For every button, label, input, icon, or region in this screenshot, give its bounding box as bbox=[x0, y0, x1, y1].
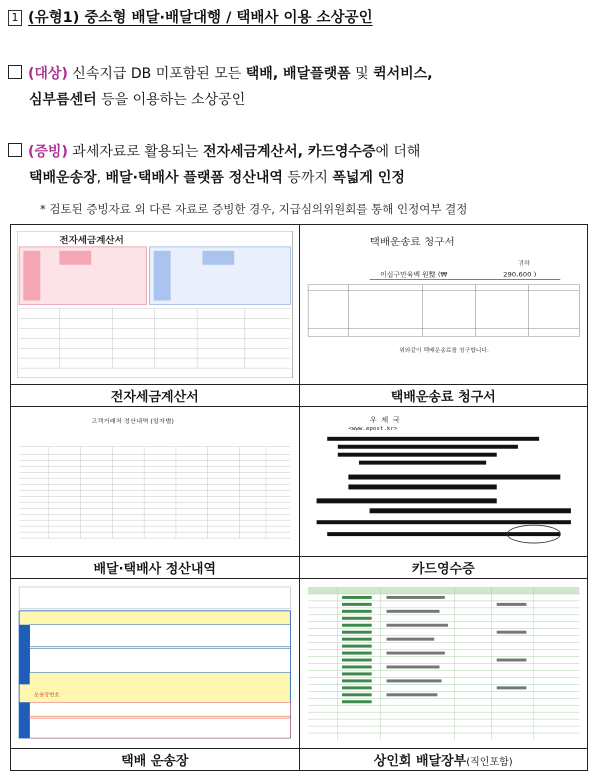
bold-text: 심부름센터 bbox=[29, 92, 97, 108]
target-tag: (대상) bbox=[28, 66, 68, 82]
checkbox-icon bbox=[8, 65, 22, 79]
target-paragraph bbox=[8, 61, 588, 113]
caption-settlement: 배달·택배사 정산내역 bbox=[11, 557, 300, 579]
waybill-thumbnail bbox=[17, 585, 293, 742]
text: 에 더해 bbox=[375, 144, 421, 160]
waybill-image bbox=[11, 579, 300, 749]
caption-card-receipt: 카드영수증 bbox=[299, 557, 588, 579]
settlement-image bbox=[11, 407, 300, 557]
bold-text: 배달·택배사 플랫폼 정산내역 bbox=[105, 170, 283, 186]
settlement-title: 고객거래처 정산내역 (일자별) bbox=[91, 418, 174, 425]
caption-waybill: 택배 운송장 bbox=[11, 749, 300, 771]
text: , bbox=[427, 66, 433, 82]
bold-text: 배달플랫폼 bbox=[283, 66, 351, 82]
section-number: 1 bbox=[8, 10, 22, 26]
caption-ledger bbox=[299, 749, 588, 771]
bold-text: 카드영수증 bbox=[307, 144, 376, 160]
text: , bbox=[272, 66, 284, 82]
freight-bill-thumbnail bbox=[306, 231, 582, 378]
text: 등까지 bbox=[282, 170, 333, 186]
card-receipt-thumbnail bbox=[306, 413, 582, 550]
bill-amount-label: 이십구만육백 원整 (₩ bbox=[379, 270, 447, 279]
evidence-tag: (증빙) bbox=[28, 144, 68, 160]
text: , bbox=[297, 144, 308, 160]
bill-footer: 위와같이 택배운송료를 청구합니다. bbox=[398, 348, 489, 355]
ledger-thumbnail bbox=[306, 585, 582, 742]
card-receipt-image bbox=[299, 407, 588, 557]
text: 과세자료로 활용되는 bbox=[67, 144, 203, 160]
caption-freight-bill: 택배운송료 청구서 bbox=[299, 385, 588, 407]
bold-text: 택배 bbox=[245, 66, 273, 82]
bold-text: 퀵서비스 bbox=[373, 66, 428, 82]
receipt-url: <www.epost.kr> bbox=[347, 426, 397, 432]
tax-invoice-image bbox=[11, 225, 300, 385]
bill-title: 택배운송료 청구서 bbox=[369, 236, 455, 248]
caption-tax-invoice: 전자세금계산서 bbox=[11, 385, 300, 407]
text: 신속지급 DB 미포함된 모든 bbox=[67, 66, 246, 82]
bill-recipient: 귀하 bbox=[517, 259, 530, 267]
bold-text: 택배운송장 bbox=[29, 170, 97, 186]
text: , bbox=[96, 170, 106, 186]
freight-bill-image bbox=[299, 225, 588, 385]
ledger-caption-text: 상인회 배달장부 bbox=[373, 754, 467, 769]
bold-text: 폭넓게 인정 bbox=[332, 170, 405, 186]
bill-amount: 290,600 ) bbox=[502, 270, 536, 279]
text: 등을 이용하는 소상공인 bbox=[96, 92, 246, 108]
footnote: * 검토된 증빙자료 외 다른 자료로 증빙한 경우, 지급심의위원회를 통해 인정여부 결정 bbox=[40, 202, 468, 216]
invoice-title: 전자세금계산서 bbox=[59, 235, 124, 246]
receipt-company: 우 체 국 bbox=[369, 415, 400, 424]
checkbox-icon bbox=[8, 143, 22, 157]
ledger-caption-note: (직인포함) bbox=[466, 757, 513, 768]
evidence-paragraph bbox=[8, 139, 588, 191]
section-heading bbox=[8, 6, 373, 27]
ledger-image bbox=[299, 579, 588, 749]
section-title: (유형1) 중소형 배달·배달대행 / 택배사 이용 소상공인 bbox=[28, 10, 373, 26]
bold-text: 전자세금계산서 bbox=[202, 144, 298, 160]
waybill-label: 운송장번호 bbox=[33, 692, 60, 699]
evidence-example-grid bbox=[10, 224, 588, 771]
tax-invoice-thumbnail bbox=[17, 231, 293, 378]
text: 및 bbox=[350, 66, 374, 82]
settlement-thumbnail bbox=[17, 413, 293, 550]
